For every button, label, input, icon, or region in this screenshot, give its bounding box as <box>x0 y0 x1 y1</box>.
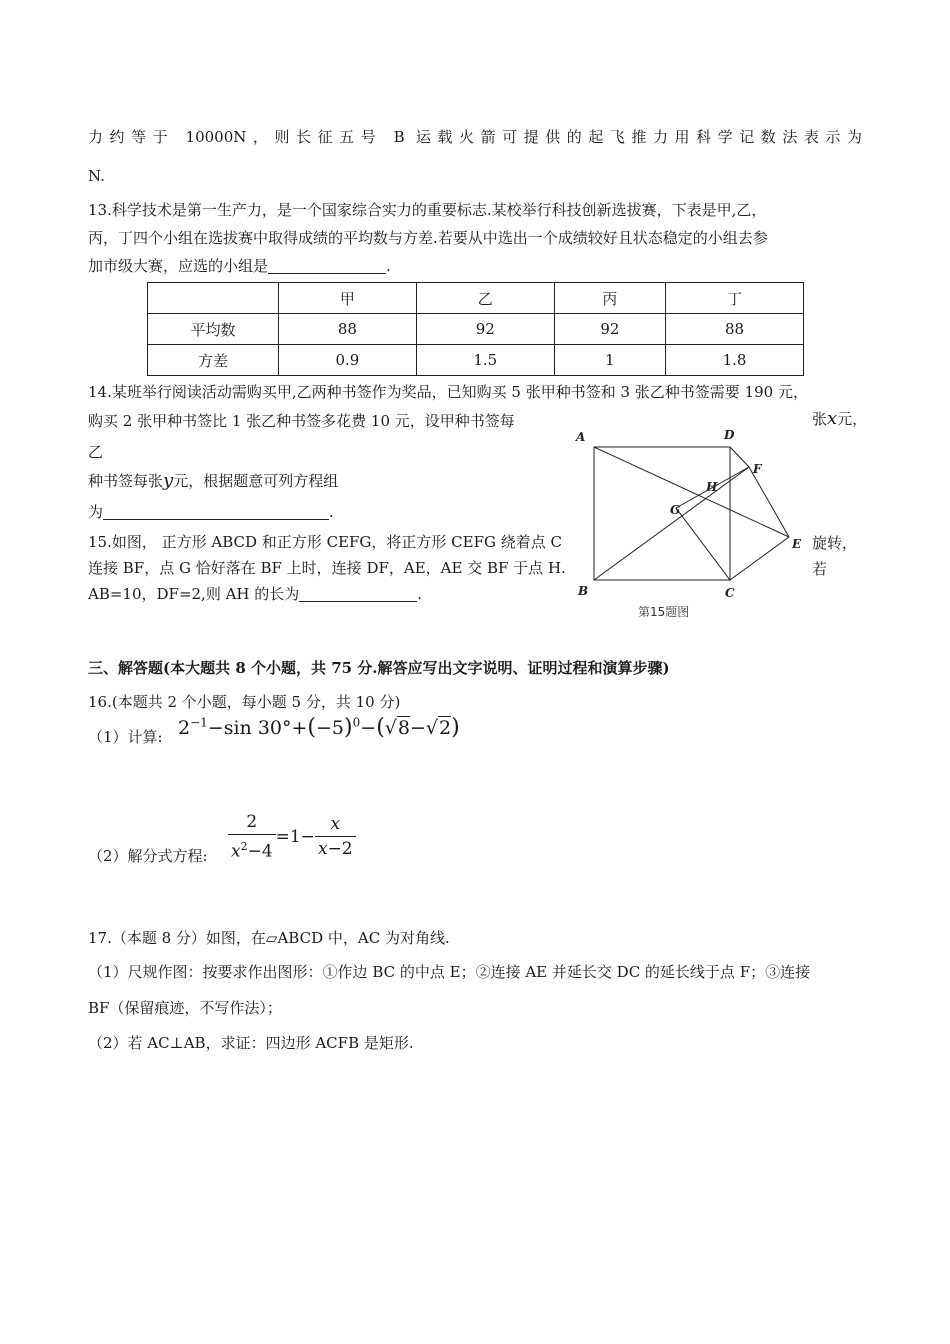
q15-line2-right: 若 <box>812 560 828 578</box>
q14-line2-right <box>812 409 867 429</box>
q16-title: 16.(本题共 2 个小题，每小题 5 分，共 10 分) <box>88 693 401 711</box>
table-cell: 平均数 <box>148 314 279 345</box>
answer-blank[interactable] <box>299 586 417 602</box>
table-cell: 92 <box>554 314 665 345</box>
label-d: D <box>724 428 735 442</box>
label-h: H <box>706 480 718 494</box>
segment-ae <box>594 447 789 537</box>
q17-part2: （2）若 AC⊥AB，求证：四边形 ACFB 是矩形. <box>88 1034 414 1052</box>
q16-part1-label: （1）计算: <box>88 728 163 746</box>
table-cell: 88 <box>666 314 804 345</box>
table-cell: 92 <box>416 314 554 345</box>
q14-line4b: 元，根据题意可列方程组 <box>173 472 339 490</box>
q13-line3 <box>88 256 391 276</box>
table-header-cell <box>148 283 279 314</box>
q14-line2c: 元， <box>837 410 868 428</box>
variable-y: y <box>163 470 174 491</box>
section-title: 三、解答题(本大题共 8 个小题，共 75 分.解答应写出文字说明、证明过程和演算步骤) <box>88 659 670 677</box>
q13-line1: 13.科学技术是第一生产力，是一个国家综合实力的重要标志.某校举行科技创新选拔赛，下表是甲,乙， <box>88 201 767 219</box>
q17-part1-line1: （1）尺规作图：按要求作出图形：①作边 BC 的中点 E；②连接 AE 并延长交 DC 的延长线于点 F；③连接 <box>88 963 811 981</box>
q14-line3: 乙 <box>88 443 104 461</box>
table-row <box>148 345 804 376</box>
q15-line3-text: AB=10，DF=2,则 AH 的长为 <box>88 585 300 603</box>
segment-bf <box>594 467 749 580</box>
geometry-figure <box>570 420 810 625</box>
label-g: G <box>670 503 681 517</box>
label-f: F <box>753 462 762 476</box>
label-c: C <box>725 586 735 600</box>
table-header-cell: 甲 <box>279 283 417 314</box>
q15-line3 <box>88 584 422 604</box>
table-cell: 1.8 <box>666 345 804 376</box>
q15-line2: 连接 BF，点 G 恰好落在 BF 上时，连接 DF，AE，AE 交 BF 于点 H. <box>88 559 566 577</box>
q14-line2b: 张 <box>812 410 828 428</box>
table-row <box>148 283 804 314</box>
stats-table <box>147 282 804 376</box>
label-e: E <box>792 537 802 551</box>
table-cell: 1 <box>554 345 665 376</box>
figure-caption: 第15题图 <box>638 605 690 619</box>
q14-line4 <box>88 471 338 491</box>
q15-line3-end: . <box>417 585 423 603</box>
q16-equation-2: $\frac{2}{x^2-4}$ =1− $\frac{x}{x-2}$ <box>228 810 356 864</box>
q15-line1: 15.如图， 正方形 ABCD 和正方形 CEFG，将正方形 CEFG 绕着点 C <box>88 533 562 551</box>
q12-line2: N. <box>88 167 105 185</box>
q14-line4a: 种书签每张 <box>88 472 164 490</box>
answer-blank[interactable] <box>268 258 386 274</box>
q13-line2: 丙，丁四个小组在选拔赛中取得成绩的平均数与方差.若要从中选出一个成绩较好且状态稳定的小组去参 <box>88 229 768 247</box>
q15-line1-right: 旋转， <box>812 534 858 552</box>
q14-line1: 14.某班举行阅读活动需购买甲,乙两种书签作为奖品，已知购买 5 张甲种书签和 3 张乙种书签需要 190 元， <box>88 383 808 401</box>
table-cell: 1.5 <box>416 345 554 376</box>
q17-part1-line2: BF（保留痕迹，不写作法）； <box>88 999 282 1017</box>
label-a: A <box>576 430 586 444</box>
table-row <box>148 314 804 345</box>
table-header-cell: 丁 <box>666 283 804 314</box>
table-cell: 88 <box>279 314 417 345</box>
table-cell: 方差 <box>148 345 279 376</box>
table-header-cell: 丙 <box>554 283 665 314</box>
q13-line3-text: 加市级大赛，应选的小组是 <box>88 257 269 275</box>
variable-x: x <box>827 408 838 429</box>
table-cell: 0.9 <box>279 345 417 376</box>
q14-line2a: 购买 2 张甲种书签比 1 张乙种书签多花费 10 元，设甲种书签每 <box>88 412 515 430</box>
q14-line5-text: 为 <box>88 503 104 521</box>
q14-line5-end: . <box>329 503 334 521</box>
q13-line3-end: . <box>386 257 391 275</box>
table-header-cell: 乙 <box>416 283 554 314</box>
q16-part2-label: （2）解分式方程: <box>88 847 208 865</box>
q16-expression-1: $2^{-1}-\sin$ $30^\circ+(-5)^0-(√8-√2)$ <box>178 715 460 740</box>
square-abcd <box>594 447 730 580</box>
square-cefg <box>676 467 789 580</box>
answer-blank[interactable] <box>103 504 329 520</box>
segment-df <box>730 447 749 467</box>
label-b: B <box>578 584 589 598</box>
q17-title: 17.（本题 8 分）如图，在▱ABCD 中，AC 为对角线. <box>88 929 450 947</box>
q12-line1: 力约等于 10000N，则长征五号 B 运载火箭可提供的起飞推力用科学记数法表示为 <box>88 128 862 146</box>
q14-line5 <box>88 502 334 522</box>
